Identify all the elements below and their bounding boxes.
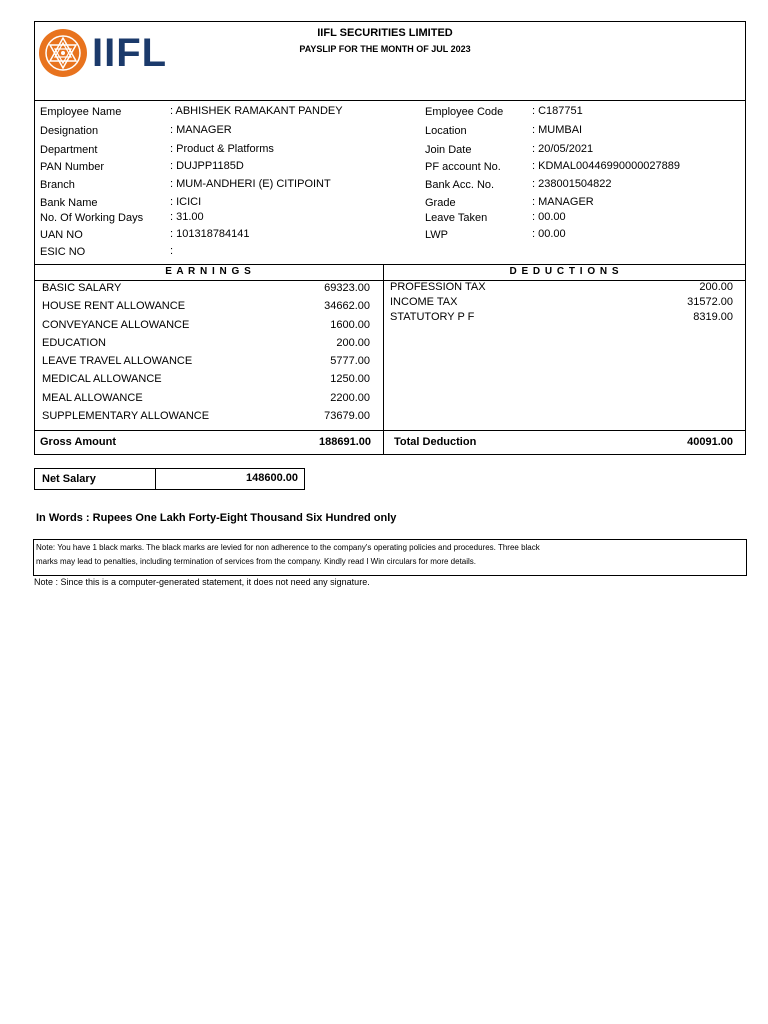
employee-field-value: : 00.00 xyxy=(532,211,566,223)
earning-label: BASIC SALARY xyxy=(42,282,122,294)
employee-field-label: Bank Acc. No. xyxy=(425,179,495,191)
net-salary-box xyxy=(34,468,305,490)
employee-field-value: : MANAGER xyxy=(532,196,594,208)
deduction-label: INCOME TAX xyxy=(390,296,458,308)
net-salary-value: 148600.00 xyxy=(246,472,298,484)
employee-field-label: Branch xyxy=(40,179,75,191)
payslip-title: PAYSLIP FOR THE MONTH OF JUL 2023 xyxy=(299,44,471,54)
deduction-label: PROFESSION TAX xyxy=(390,281,486,293)
employee-field-value: : 00.00 xyxy=(532,228,566,240)
logo-text: IIFL xyxy=(92,31,168,75)
earning-label: CONVEYANCE ALLOWANCE xyxy=(42,319,190,331)
deductions-heading: D E D U C T I O N S xyxy=(509,266,620,277)
employee-field-label: LWP xyxy=(425,229,449,241)
total-deduction-value: 40091.00 xyxy=(687,436,733,448)
earning-label: MEDICAL ALLOWANCE xyxy=(42,373,162,385)
deduction-label: STATUTORY P F xyxy=(390,311,475,323)
deduction-amount: 8319.00 xyxy=(693,311,733,323)
employee-field-label: PAN Number xyxy=(40,161,104,173)
earning-amount: 69323.00 xyxy=(324,282,370,294)
employee-field-value: : 238001504822 xyxy=(532,178,612,190)
earning-amount: 2200.00 xyxy=(330,392,370,404)
sri-yantra-logo-icon xyxy=(38,28,88,78)
earning-amount: 34662.00 xyxy=(324,300,370,312)
employee-field-label: Employee Code xyxy=(425,106,504,118)
employee-field-label: Designation xyxy=(40,125,99,137)
signature-note: Note : Since this is a computer-generated statement, it does not need any signature. xyxy=(34,577,370,587)
employee-field-label: ESIC NO xyxy=(40,246,86,258)
earning-label: LEAVE TRAVEL ALLOWANCE xyxy=(42,355,193,367)
earning-amount: 200.00 xyxy=(336,337,370,349)
employee-field-value: : 101318784141 xyxy=(170,228,250,240)
employee-field-label: PF account No. xyxy=(425,161,501,173)
earning-label: SUPPLEMENTARY ALLOWANCE xyxy=(42,410,210,422)
employee-field-label: Department xyxy=(40,144,98,156)
company-logo xyxy=(38,28,168,80)
note-line-2: marks may lead to penalties, including termination of services from the company. Kindly read I Win circulars for more details. xyxy=(36,557,477,566)
employee-field-label: Grade xyxy=(425,197,456,209)
employee-field-label: Join Date xyxy=(425,144,472,156)
deduction-amount: 200.00 xyxy=(699,281,733,293)
black-marks-note xyxy=(33,539,747,576)
employee-field-label: Leave Taken xyxy=(425,212,488,224)
deduction-amount: 31572.00 xyxy=(687,296,733,308)
earning-amount: 1250.00 xyxy=(330,373,370,385)
net-in-words: In Words : Rupees One Lakh Forty-Eight Thousand Six Hundred only xyxy=(36,512,397,524)
employee-field-value: : MUMBAI xyxy=(532,124,583,136)
employee-field-label: UAN NO xyxy=(40,229,83,241)
earning-amount: 1600.00 xyxy=(330,319,370,331)
employee-field-value: : 20/05/2021 xyxy=(532,143,594,155)
earning-amount: 73679.00 xyxy=(324,410,370,422)
net-salary-label: Net Salary xyxy=(42,473,96,485)
employee-field-value: : KDMAL00446990000027889 xyxy=(532,160,681,172)
employee-field-label: No. Of Working Days xyxy=(40,212,144,224)
earnings-heading: E A R N I N G S xyxy=(165,266,252,277)
employee-field-value: : ABHISHEK RAMAKANT PANDEY xyxy=(170,105,343,117)
employee-field-label: Employee Name xyxy=(40,106,122,118)
employee-field-label: Bank Name xyxy=(40,197,98,209)
company-name: IIFL SECURITIES LIMITED xyxy=(317,27,453,39)
gross-amount-label: Gross Amount xyxy=(40,436,116,448)
total-deduction-label: Total Deduction xyxy=(394,436,477,448)
employee-field-value: : MANAGER xyxy=(170,124,232,136)
earning-amount: 5777.00 xyxy=(330,355,370,367)
note-line-1: Note: You have 1 black marks. The black marks are levied for non adherence to the company's operating policies and procedures. Three black xyxy=(36,543,540,552)
gross-amount-value: 188691.00 xyxy=(319,436,371,448)
employee-field-value: : ICICI xyxy=(170,196,202,208)
earning-label: EDUCATION xyxy=(42,337,106,349)
earning-label: MEAL ALLOWANCE xyxy=(42,392,143,404)
employee-field-label: Location xyxy=(425,125,467,137)
earning-label: HOUSE RENT ALLOWANCE xyxy=(42,300,186,312)
employee-field-value: : MUM-ANDHERI (E) CITIPOINT xyxy=(170,178,331,190)
employee-field-value: : DUJPP1185D xyxy=(170,160,244,172)
employee-field-value: : Product & Platforms xyxy=(170,143,274,155)
employee-field-value: : xyxy=(170,245,174,257)
employee-field-value: : 31.00 xyxy=(170,211,204,223)
employee-field-value: : C187751 xyxy=(532,105,583,117)
